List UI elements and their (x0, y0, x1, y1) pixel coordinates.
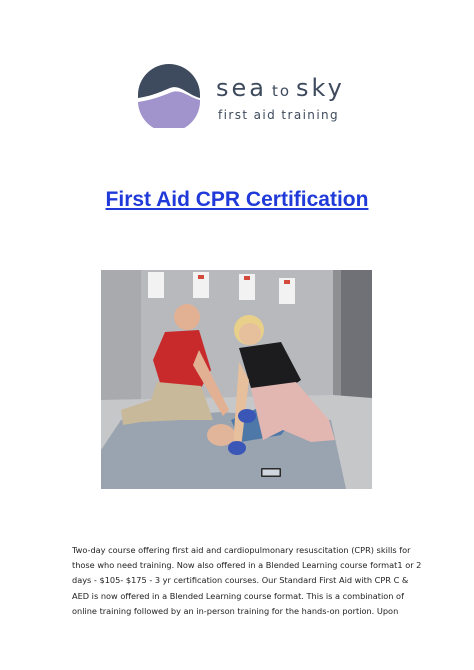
logo-word-sky: sky (296, 74, 345, 102)
logo-tagline: first aid training (218, 108, 340, 122)
description-line: those who need training. Now also offered in a Blended Learning course format1 or 2 (72, 560, 422, 571)
logo-word-sea: sea (216, 74, 267, 102)
logo-word-to: to (271, 82, 292, 100)
description-line: days - $105- $175 - 3 yr certification courses. Our Standard First Aid with CPR C & (72, 575, 409, 586)
page-title[interactable]: First Aid CPR Certification (105, 188, 369, 211)
logo-wordmark (216, 74, 345, 102)
mountain-logo-icon (136, 62, 202, 128)
cpr-training-photo (101, 270, 372, 489)
description-line: Two-day course offering first aid and cardiopulmonary resuscitation (CPR) skills for (72, 545, 411, 555)
description-line: AED is now offered in a Blended Learning course format. This is a combination of (72, 590, 404, 601)
course-description (72, 543, 422, 619)
description-line: online training followed by an in-person training for the hands-on portion. Upon (72, 605, 399, 616)
sea-to-sky-logo (136, 62, 346, 128)
